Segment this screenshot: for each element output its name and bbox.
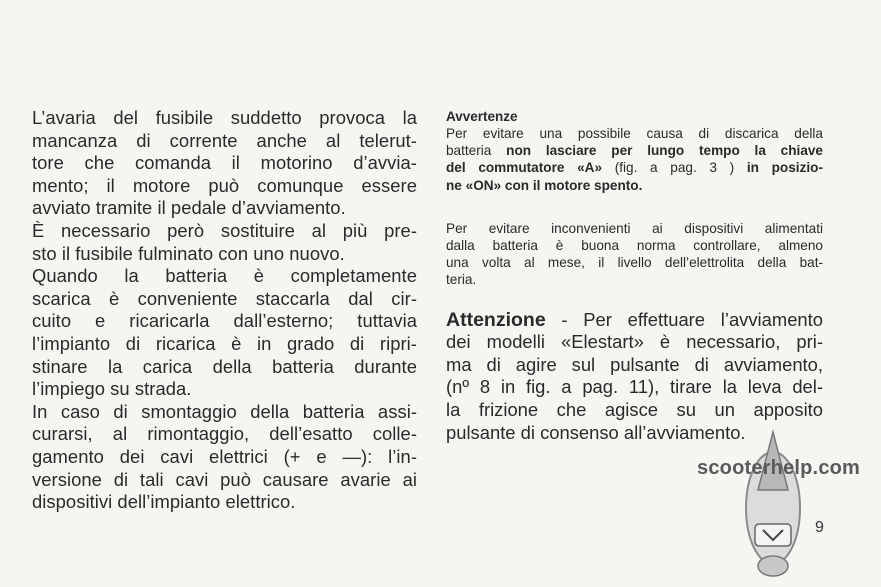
text-line: l’impiego su strada. (32, 378, 192, 400)
text-line: Per evitare una possibile causa di discarica della (446, 126, 823, 141)
attenzione-label: Attenzione (446, 308, 546, 331)
text-line: gamento dei cavi elettrici (+ e —): l’in- (32, 445, 417, 467)
page-number: 9 (815, 519, 824, 536)
text-line: cuito e ricaricarla dall’esterno; tuttavia (32, 310, 417, 332)
bold-span: non lasciare per lungo tempo la chiave (506, 143, 823, 159)
text-line (446, 159, 823, 176)
bold-span: in posizio- (746, 160, 823, 176)
text-line: versione di tali cavi può causare avarie ai (32, 468, 417, 490)
text-line: la frizione che agisce su un apposito (446, 399, 823, 420)
text-line: sto il fusibile fulminato con uno nuovo. (32, 242, 345, 264)
text-line: avviato tramite il pedale d’avviamento. (32, 197, 346, 219)
text-line: curarsi, al rimontaggio, dell’esatto colle- (32, 423, 417, 445)
text-line: ne «ON» con il motore spento. (446, 177, 643, 193)
text-line: pulsante di consenso all’avviamento. (446, 421, 746, 443)
text-line: una volta al mese, il livello dell’elettrolita della bat- (446, 255, 823, 271)
text-line: In caso di smontaggio della batteria assi- (32, 400, 417, 422)
text-line: Per evitare inconvenienti ai dispositivi alimentati (446, 220, 823, 236)
right-column (446, 108, 823, 444)
text-line: dispositivi dell’impianto elettrico. (32, 491, 296, 513)
text-line: È necessario però sostituire al più pre- (32, 219, 417, 241)
avvertenze-paragraph-2 (446, 220, 823, 289)
text-line: ma di agire sul pulsante di avviamento, (446, 353, 823, 375)
text-line: tore che comanda il motorino d’avvia- (32, 152, 417, 174)
text-line: dalla batteria è buona norma controllare, almeno (446, 238, 823, 254)
text-line: scarica è conveniente staccarla dal cir- (32, 287, 417, 309)
text-line: stinare la carica della batteria durante (32, 355, 417, 377)
text-line: Quando la batteria è completamente (32, 265, 417, 287)
text-line: l’impianto di ricarica è in grado di ripri- (32, 332, 417, 354)
text-line: mancanza di corrente anche al telerut- (32, 129, 417, 151)
text-line: dei modelli «Elestart» è necessario, pri- (446, 331, 823, 353)
text-line (446, 309, 823, 332)
avvertenze-paragraph-1 (446, 125, 823, 194)
text-span: (fig. a pag. 3 ) (602, 160, 747, 176)
left-column (32, 107, 417, 514)
bold-span: del commutatore «A» (446, 160, 603, 176)
text-span: - Per effettuare l’avviamento (545, 308, 823, 330)
text-line (446, 142, 823, 159)
scooter-logo-icon (738, 420, 808, 580)
text-span: batteria (446, 143, 507, 159)
watermark-text: scooterhelp.com (697, 457, 861, 479)
text-line: L’avaria del fusibile suddetto provoca la (32, 107, 417, 128)
text-line: mento; il motore può comunque essere (32, 174, 417, 196)
avvertenze-heading: Avvertenze (446, 109, 518, 124)
text-line: teria. (446, 272, 477, 288)
text-line: (nº 8 in fig. a pag. 11), tirare la leva del- (446, 376, 823, 398)
